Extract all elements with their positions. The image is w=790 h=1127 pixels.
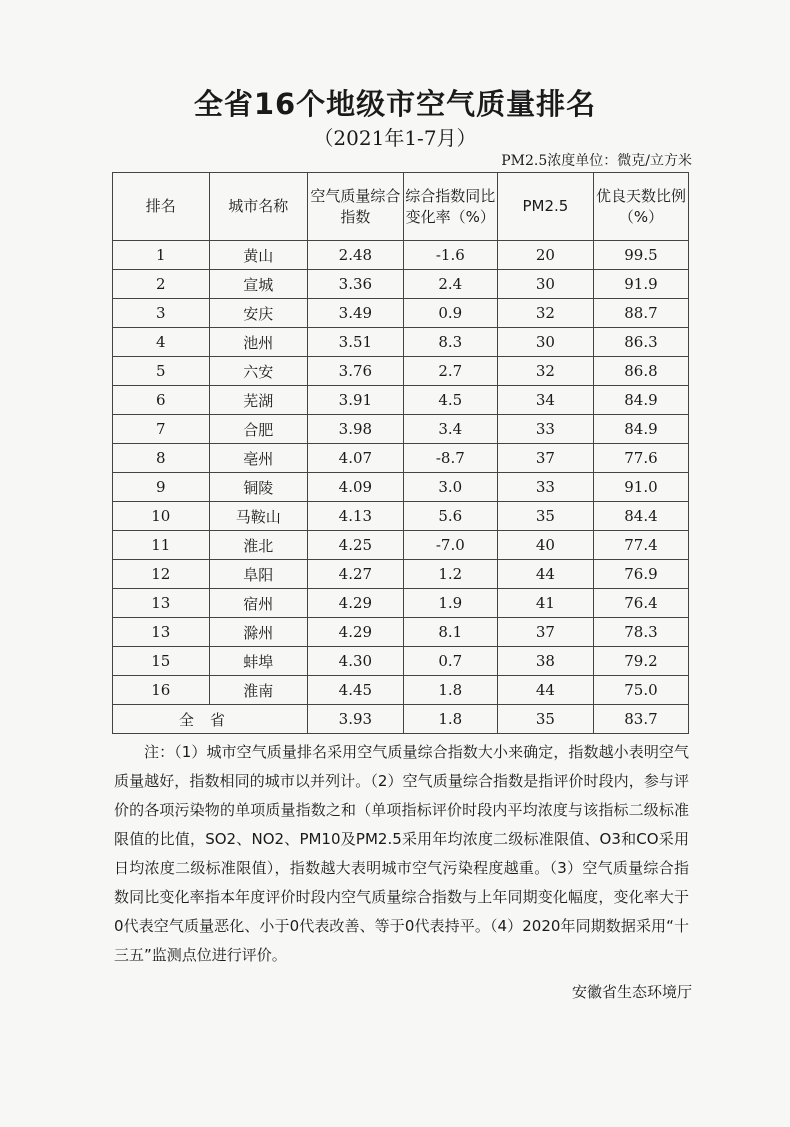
cell-change: -8.7 bbox=[403, 444, 497, 473]
cell-pm25: 41 bbox=[497, 589, 593, 618]
cell-rank: 15 bbox=[113, 647, 210, 676]
cell-rank: 16 bbox=[113, 676, 210, 705]
cell-pm25: 32 bbox=[497, 299, 593, 328]
cell-change: -1.6 bbox=[403, 241, 497, 270]
header-rank: 排名 bbox=[113, 173, 210, 241]
cell-aqi: 3.51 bbox=[307, 328, 403, 357]
cell-pm25: 44 bbox=[497, 560, 593, 589]
table-row bbox=[113, 386, 689, 415]
cell-ratio: 77.4 bbox=[593, 531, 688, 560]
cell-change: 0.9 bbox=[403, 299, 497, 328]
table-row bbox=[113, 444, 689, 473]
cell-city: 池州 bbox=[209, 328, 307, 357]
cell-pm25: 35 bbox=[497, 502, 593, 531]
cell-ratio: 99.5 bbox=[593, 241, 688, 270]
cell-city: 淮北 bbox=[209, 531, 307, 560]
table-row bbox=[113, 299, 689, 328]
cell-ratio: 75.0 bbox=[593, 676, 688, 705]
table-row bbox=[113, 328, 689, 357]
cell-change: 1.2 bbox=[403, 560, 497, 589]
cell-city: 宣城 bbox=[209, 270, 307, 299]
cell-ratio: 77.6 bbox=[593, 444, 688, 473]
cell-aqi: 3.36 bbox=[307, 270, 403, 299]
page-subtitle: （2021年1-7月） bbox=[313, 126, 477, 150]
cell-ratio: 79.2 bbox=[593, 647, 688, 676]
cell-pm25: 37 bbox=[497, 444, 593, 473]
cell-aqi: 4.29 bbox=[307, 618, 403, 647]
table-row bbox=[113, 618, 689, 647]
cell-change: 4.5 bbox=[403, 386, 497, 415]
unit-note: PM2.5浓度单位：微克/立方米 bbox=[501, 153, 692, 169]
cell-pm25: 34 bbox=[497, 386, 593, 415]
table-row bbox=[113, 676, 689, 705]
cell-aqi: 4.13 bbox=[307, 502, 403, 531]
header-city: 城市名称 bbox=[209, 173, 307, 241]
cell-ratio: 84.4 bbox=[593, 502, 688, 531]
cell-rank: 5 bbox=[113, 357, 210, 386]
cell-change: 8.3 bbox=[403, 328, 497, 357]
cell-rank: 1 bbox=[113, 241, 210, 270]
cell-change: 0.7 bbox=[403, 647, 497, 676]
cell-city: 阜阳 bbox=[209, 560, 307, 589]
issuer-signature: 安徽省生态环境厅 bbox=[571, 983, 692, 1001]
cell-aqi: 3.91 bbox=[307, 386, 403, 415]
ranking-table bbox=[112, 172, 689, 734]
table-header-row bbox=[113, 173, 689, 241]
cell-rank: 13 bbox=[113, 618, 210, 647]
cell-rank: 8 bbox=[113, 444, 210, 473]
cell-pm25: 32 bbox=[497, 357, 593, 386]
cell-ratio: 91.0 bbox=[593, 473, 688, 502]
cell-ratio: 88.7 bbox=[593, 299, 688, 328]
cell-pm25: 33 bbox=[497, 415, 593, 444]
cell-rank: 2 bbox=[113, 270, 210, 299]
table-row bbox=[113, 415, 689, 444]
table-body bbox=[113, 241, 689, 705]
cell-change: -7.0 bbox=[403, 531, 497, 560]
table-row bbox=[113, 560, 689, 589]
cell-pm25: 33 bbox=[497, 473, 593, 502]
cell-change: 3.0 bbox=[403, 473, 497, 502]
cell-city: 芜湖 bbox=[209, 386, 307, 415]
cell-city: 宿州 bbox=[209, 589, 307, 618]
cell-aqi: 3.49 bbox=[307, 299, 403, 328]
total-label: 全省 bbox=[113, 705, 308, 734]
total-ratio: 83.7 bbox=[593, 705, 688, 734]
cell-ratio: 84.9 bbox=[593, 415, 688, 444]
cell-aqi: 4.07 bbox=[307, 444, 403, 473]
cell-ratio: 86.3 bbox=[593, 328, 688, 357]
total-pm25: 35 bbox=[497, 705, 593, 734]
cell-aqi: 4.09 bbox=[307, 473, 403, 502]
cell-ratio: 91.9 bbox=[593, 270, 688, 299]
cell-rank: 6 bbox=[113, 386, 210, 415]
cell-change: 5.6 bbox=[403, 502, 497, 531]
cell-pm25: 44 bbox=[497, 676, 593, 705]
cell-pm25: 37 bbox=[497, 618, 593, 647]
table-row bbox=[113, 357, 689, 386]
cell-pm25: 30 bbox=[497, 328, 593, 357]
cell-city: 滁州 bbox=[209, 618, 307, 647]
header-change: 综合指数同比变化率（%） bbox=[403, 173, 497, 241]
cell-rank: 9 bbox=[113, 473, 210, 502]
cell-ratio: 78.3 bbox=[593, 618, 688, 647]
cell-change: 2.7 bbox=[403, 357, 497, 386]
table-row bbox=[113, 589, 689, 618]
cell-pm25: 38 bbox=[497, 647, 593, 676]
table-row bbox=[113, 241, 689, 270]
header-pm25: PM2.5 bbox=[497, 173, 593, 241]
cell-rank: 13 bbox=[113, 589, 210, 618]
cell-change: 8.1 bbox=[403, 618, 497, 647]
footnote: 注：（1）城市空气质量排名采用空气质量综合指数大小来确定，指数越小表明空气质量越好，指数相同的城市以并列计。（2）空气质量综合指数是指评价时段内，参与评价的各项污染物的单项质量指数之和（单项指标评价时段内平均浓度与该指标二级标准限值的比值，SO2、NO2、PM10及PM2.5采用年均浓度二级标准限值、O3和CO采用日均浓度二级标准限值），指数越大表明城市空气污染程度越重。（3）空气质量综合指数同比变化率指本年度评价时段内空气质量综合指数与上年同期变化幅度，变化率大于0代表空气质量恶化、小于0代表改善、等于0代表持平。（4）2020年同期数据采用“十三五”监测点位进行评价。 bbox=[114, 743, 689, 964]
total-aqi: 3.93 bbox=[307, 705, 403, 734]
cell-pm25: 40 bbox=[497, 531, 593, 560]
cell-aqi: 2.48 bbox=[307, 241, 403, 270]
cell-pm25: 30 bbox=[497, 270, 593, 299]
table-row bbox=[113, 502, 689, 531]
cell-aqi: 4.29 bbox=[307, 589, 403, 618]
cell-rank: 10 bbox=[113, 502, 210, 531]
cell-rank: 4 bbox=[113, 328, 210, 357]
cell-ratio: 84.9 bbox=[593, 386, 688, 415]
cell-aqi: 4.45 bbox=[307, 676, 403, 705]
cell-change: 2.4 bbox=[403, 270, 497, 299]
cell-city: 六安 bbox=[209, 357, 307, 386]
cell-city: 亳州 bbox=[209, 444, 307, 473]
cell-rank: 12 bbox=[113, 560, 210, 589]
cell-city: 铜陵 bbox=[209, 473, 307, 502]
cell-rank: 11 bbox=[113, 531, 210, 560]
cell-city: 黄山 bbox=[209, 241, 307, 270]
total-change: 1.8 bbox=[403, 705, 497, 734]
cell-ratio: 86.8 bbox=[593, 357, 688, 386]
header-ratio: 优良天数比例（%） bbox=[593, 173, 688, 241]
table-row bbox=[113, 531, 689, 560]
cell-pm25: 20 bbox=[497, 241, 593, 270]
cell-ratio: 76.4 bbox=[593, 589, 688, 618]
cell-aqi: 4.25 bbox=[307, 531, 403, 560]
cell-rank: 7 bbox=[113, 415, 210, 444]
cell-aqi: 3.76 bbox=[307, 357, 403, 386]
cell-aqi: 4.27 bbox=[307, 560, 403, 589]
cell-change: 3.4 bbox=[403, 415, 497, 444]
cell-change: 1.8 bbox=[403, 676, 497, 705]
cell-change: 1.9 bbox=[403, 589, 497, 618]
table-row bbox=[113, 270, 689, 299]
cell-city: 淮南 bbox=[209, 676, 307, 705]
table-row bbox=[113, 647, 689, 676]
page-title: 全省16个地级市空气质量排名 bbox=[193, 87, 597, 121]
total-row bbox=[113, 705, 689, 734]
cell-ratio: 76.9 bbox=[593, 560, 688, 589]
header-aqi: 空气质量综合指数 bbox=[307, 173, 403, 241]
cell-rank: 3 bbox=[113, 299, 210, 328]
table-row bbox=[113, 473, 689, 502]
cell-city: 马鞍山 bbox=[209, 502, 307, 531]
cell-city: 安庆 bbox=[209, 299, 307, 328]
cell-city: 合肥 bbox=[209, 415, 307, 444]
cell-city: 蚌埠 bbox=[209, 647, 307, 676]
cell-aqi: 3.98 bbox=[307, 415, 403, 444]
cell-aqi: 4.30 bbox=[307, 647, 403, 676]
